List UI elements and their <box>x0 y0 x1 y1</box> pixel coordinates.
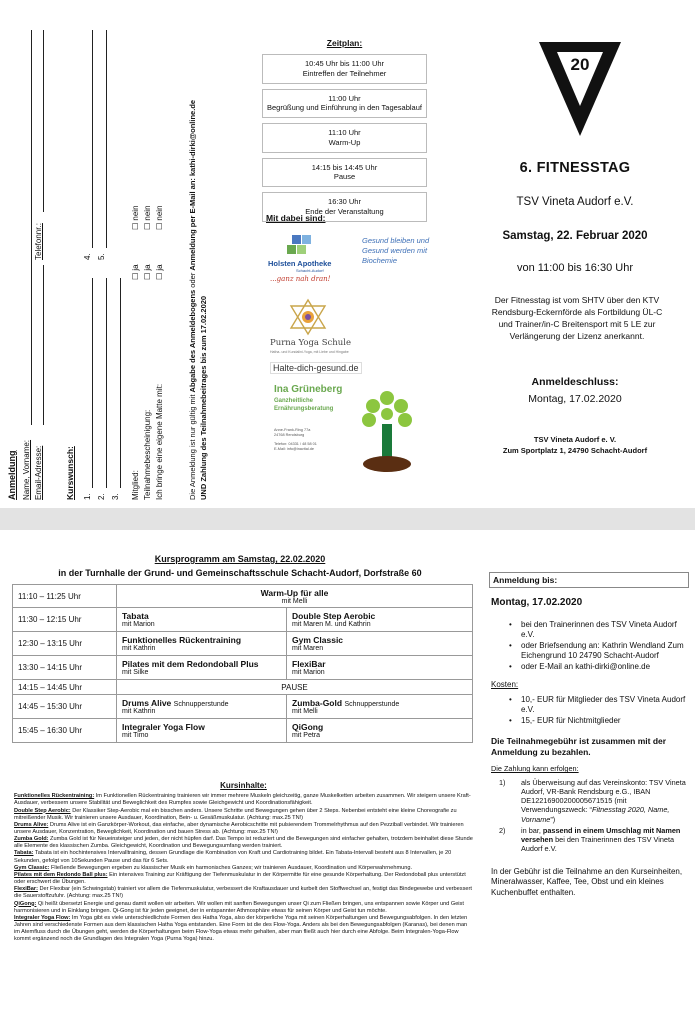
email-line[interactable] <box>43 265 44 425</box>
member-label: Mitglied: <box>131 470 140 500</box>
deadline-date-2: Montag, 17.02.2020 <box>491 597 583 608</box>
list-item: • 10,- EUR für Mitglieder des TSV Vineta Audorf e.V. <box>509 695 689 715</box>
deadline-box: Anmeldung bis: <box>489 572 689 588</box>
slot-time: 14:15 – 14:45 Uhr <box>13 680 117 695</box>
apotheke-sponsor <box>266 233 430 293</box>
list-item: 1) als Überweisung auf das Vereinskonto: TSV Vineta Audorf, VR-Bank Rendsburg e.G., IBAN DE12216900200005671515 (mit Verwendungszweck: “Fitnesstag 2020, Name, Vorname”) <box>499 778 686 824</box>
content-item: Double Step Aerobic: Der Klassiker Step-Aerobic mal ein bisschen anders. Unsere Schritte und Bewegungen gehen über 2 Steps. Nebenbei entsteht eine kleine Choreografie zu mitreißender Musik. Wir trainieren unsere Ausdauer, Koordination, Bein- u. Gesäßmuskulatur. (Achtung: max.25 TN!) <box>14 807 457 821</box>
slot-time: 11:30 – 12:15 Uhr <box>13 608 117 632</box>
table-row <box>13 719 473 743</box>
course-5-line[interactable] <box>106 30 107 248</box>
registration-title: Anmeldung <box>7 450 17 500</box>
certificate-yes-checkbox[interactable]: ☐ ja <box>143 264 152 280</box>
course-4-line[interactable] <box>92 30 93 248</box>
flyer-front-page <box>0 0 695 508</box>
slot-time: 12:30 – 13:15 Uhr <box>13 632 117 656</box>
halte-address: Anne-Frank-Ring 77a 24768 Rendsburg Telefon: 04331 / 48 58 01 E-Mail: info@inavital.de <box>274 428 317 451</box>
course-5: 5. <box>97 253 106 260</box>
course-label: Kurswunsch: <box>65 446 75 500</box>
halte-url: Halte-dich-gesund.de <box>270 362 362 374</box>
registration-form <box>5 10 215 500</box>
course-cell: Zumba-Gold Schnupperstunde mit Melli <box>287 695 473 719</box>
apotheke-logo-icon <box>278 233 318 259</box>
member-yes-checkbox[interactable]: ☐ ja <box>131 264 140 280</box>
table-row <box>13 585 473 608</box>
course-cell: Funktionelles Rückentraining mit Kathrin <box>117 632 287 656</box>
program-title: Kursprogramm am Samstag, 22.02.2020 in der Turnhalle der Grund- und Gemeinschaftsschule Schacht-Audorf, Dorfstraße 60 <box>58 554 422 579</box>
sponsors-title: Mit dabei sind: <box>266 213 326 223</box>
content-item: Drums Alive: Drums Alive ist ein Ganzkörper-Workout, das einfache, aber dynamische Aerobicschritte mit pulsierendem Trommelrhythmus auf den Pezziball verbindet. Wir trainieren unsere Ausdauer, Konzentration, Beweglichkeit, Koordination und bauen Stress ab. (Achtung: max.25 TN!) <box>14 821 464 836</box>
course-cell: Pilates mit dem Redondoball Plus mit Silke <box>117 656 287 680</box>
course-cell: Tabata mit Marion <box>117 608 287 632</box>
schedule-item: 11:10 Uhr Warm-Up <box>262 123 427 153</box>
payment-notice: Die Teilnahmegebühr ist zusammen mit der Anmeldung zu bezahlen. <box>491 736 667 758</box>
course-4: 4. <box>83 253 92 260</box>
registration-options <box>509 620 689 672</box>
contents-title: Kursinhalte: <box>220 781 267 790</box>
mat-yes-checkbox[interactable]: ☐ ja <box>155 264 164 280</box>
mat-label: Ich bringe eine eigene Matte mit: <box>155 383 164 500</box>
slot-time: 13:30 – 14:15 Uhr <box>13 656 117 680</box>
event-title: 6. FITNESSTAG <box>519 160 631 176</box>
content-item: Gym Classic: Fließende Bewegungen ergeben zu klassischer Musik ein harmonisches Ganzes; wir trainieren Ausdauer, Koordination und Körperwahrnehmung. <box>14 864 413 871</box>
payment-options <box>499 778 689 853</box>
apotheke-slogan: ...ganz nah dran! <box>270 275 331 283</box>
yoga-sub: Hatha- und Kundalini-Yoga, mit Liebe und Hingabe <box>270 350 349 354</box>
program-table <box>12 584 473 743</box>
content-item: Integraler Yoga Flow: Im Yoga gibt es viele unterschiedlichste Formen des Hatha Yoga, also der körperliche Yoga mit seinen Körperhaltungen und Bewegungsabfolgen. In den letzten Jahren sind verschiedenste Formen aus dem klassischen Hatha Yoga entstanden. Eine Form ist die des Flow-Yoga. Anders als bei den Bewegungsabfolgen (Karanas), bei denen man im Atemfluss durch die Übungen geht, werden die Körperhaltungen beim Flow-Yoga etwas mehr gehalten, aber man fließt auch hier durch eine Abfolge. Beim Integralen-Yoga-Flow kommt ergänzend noch die Grundlagen des Integralen Yoga (Purna Yoga) hinzu. <box>14 914 468 943</box>
halte-name: Ina Grüneberg <box>274 384 343 395</box>
address-name: TSV Vineta Audorf e. V. <box>533 435 617 444</box>
table-row <box>13 680 473 695</box>
deadline-date: Montag, 17.02.2020 <box>528 393 622 405</box>
event-time: von 11:00 bis 16:30 Uhr <box>517 262 633 274</box>
apotheke-sub: Schacht-Audorf <box>296 268 324 273</box>
schedule-item: 10:45 Uhr bis 11:00 Uhr Eintreffen der Teilnehmer <box>262 54 427 84</box>
costs-list <box>509 695 689 726</box>
certificate-no-checkbox[interactable]: ☐ nein <box>143 205 152 230</box>
table-row <box>13 656 473 680</box>
course-1-line[interactable] <box>92 278 93 488</box>
course-3-line[interactable] <box>120 278 121 488</box>
table-row <box>13 608 473 632</box>
list-item: 2) in bar, passend in einem Umschlag mit Namen versehen bei den Trainerinnen des TSV Vineta Audorf e.V. <box>499 825 681 853</box>
course-cell: Integraler Yoga Flow mit Timo <box>117 719 287 743</box>
list-item: • oder Briefsendung an: Kathrin Wendland Zum Eichengrund 10 24790 Schacht-Audorf <box>509 641 689 661</box>
course-1: 1. <box>83 493 92 500</box>
schedule-item: 14:15 bis 14:45 Uhr Pause <box>262 158 427 188</box>
slot-time: 14:45 – 15:30 Uhr <box>13 695 117 719</box>
halte-sponsor <box>266 362 426 482</box>
mat-no-checkbox[interactable]: ☐ nein <box>155 205 164 230</box>
deadline-label: Anmeldeschluss: <box>531 376 619 388</box>
content-item: Funktionelles Rückentraining: Im Funktionellen Rückentraining trainieren wir immer mehrere Muskeln gleichzeitig, ganze Muskelketten arbeiten zusammen. Wir steigern unsere Kraft-Ausdauer, verbessern unsere Stabilität und Beweglichkeit des Rumpfes sowie Gleichgewicht und Koordinationsfähigkeit. <box>14 793 471 807</box>
slot-time: 11:10 – 11:25 Uhr <box>13 585 117 608</box>
event-date: Samstag, 22. Februar 2020 <box>502 230 648 242</box>
apotheke-claim: Gesund bleiben und Gesund werden mit Biochemie <box>362 236 430 265</box>
yoga-star-icon <box>288 298 328 336</box>
apotheke-name: Holsten Apotheke <box>268 259 332 268</box>
course-cell: Double Step Aerobic mit Maren M. und Kathrin <box>287 608 473 632</box>
list-item: • oder E-Mail an kathi-dirki@online.de <box>509 662 689 672</box>
halte-sub: Ganzheitliche Ernährungsberatung <box>274 398 334 412</box>
content-item: QiGong: Qi heißt übersetzt Energie und genau damit wollen wir arbeiten. Wir wollen mit sanften Bewegungen unser Qi zum Fließen bringen, uns entspannen sowie Körper und Geist harmonisieren und in Einklang bringen. Qi-Gong ist für jeden geeignet, der in entspannter Athmosphäre etwas für seinen Körper und Geist tun möchte. <box>14 900 464 914</box>
yoga-name: Purna Yoga Schule <box>270 338 351 348</box>
club-logo-number: 20 <box>570 55 590 74</box>
course-contents <box>14 781 473 944</box>
phone-label: Telefonnr.: <box>34 223 43 260</box>
address-street: Zum Sportplatz 1, 24790 Schacht-Audorf <box>502 446 648 455</box>
pause-cell: PAUSE <box>117 680 473 695</box>
list-item: • bei den Trainerinnen des TSV Vineta Audorf e.V. <box>509 620 689 640</box>
tree-logo-icon <box>361 390 413 474</box>
course-cell: QiGong mit Petra <box>287 719 473 743</box>
fee-includes: In der Gebühr ist die Teilnahme an den Kurseinheiten, Mineralwasser, Kaffee, Tee, Obst und ein kleines Kuchenbuffet enthalten. <box>491 866 683 897</box>
email-label: Email-Adresse: <box>34 445 43 500</box>
table-row <box>13 695 473 719</box>
name-label: Name, Vorname: <box>22 439 31 500</box>
schedule-item: 11:00 Uhr Begrüßung und Einführung in den Tagesablauf <box>262 89 427 119</box>
course-cell: FlexiBar mit Marion <box>287 656 473 680</box>
certificate-label: Teilnahmebescheinigung: <box>143 409 152 500</box>
course-cell: Gym Classic mit Maren <box>287 632 473 656</box>
registration-info <box>489 572 689 898</box>
content-item: Tabata: Tabata ist ein hochintensives Intervalltraining, dessen Grundlage die Kombination von Kraft und Cardiotraining bildet. Ein Tabata-Intervall besteht aus 8 Intervallen, je 20 Sekunden, gefolgt von 10Sekunden Pause und das für 6 Sets. <box>14 850 452 864</box>
course-3: 3. <box>111 493 120 500</box>
course-cell: Warm-Up für alle mit Melli <box>117 585 473 608</box>
payment-label: Die Zahlung kann erfolgen: <box>491 764 579 774</box>
member-no-checkbox[interactable]: ☐ nein <box>131 205 140 230</box>
schedule-title: Zeitplan: <box>326 38 363 48</box>
event-info: Der Fitnesstag ist vom SHTV über den KTV Rendsburg-Eckernförde als Fortbildung ÜL-C und Trainer/in-C Breitensport mit 5 LE zur Verlängerung der Lizenz anerkannt. <box>491 295 663 342</box>
schedule-item: 16:30 Uhr Ende der Veranstaltung <box>262 192 427 222</box>
club-name: TSV Vineta Audorf e.V. <box>516 196 634 208</box>
course-cell: Drums Alive Schnupperstunde mit Kathrin <box>117 695 287 719</box>
slot-time: 15:45 – 16:30 Uhr <box>13 719 117 743</box>
yoga-sponsor <box>266 298 426 360</box>
schedule <box>262 38 427 227</box>
table-row <box>13 632 473 656</box>
course-2-line[interactable] <box>106 278 107 488</box>
name-line[interactable] <box>31 30 32 425</box>
validity-line-2: UND Zahlung des Teilnahmebeitrages bis zum 17.02.2020 <box>199 295 208 500</box>
content-item: Pilates mit dem Redondo Ball plus: Ein intensives Training zur Kräftigung der Tiefenmuskulatur in der Körpermitte für eine gesunde Körperhaltung. Der Redondoball plus unterstützt oder erschwert die Übungen. <box>14 871 466 886</box>
course-2: 2. <box>97 493 106 500</box>
page-separator <box>0 508 695 530</box>
content-item: FlexiBar: Der Flexibar (ein Schwingstab) trainiert vor allem die Tiefenmuskulatur, verbessert die Kraftausdauer und kurbelt den Stoffwechsel an, festigt das Bindegewebe und verbessert die Sauerstoffzufuhr. (Achtung: max.25 TN!) <box>14 886 472 900</box>
phone-line[interactable] <box>43 30 44 212</box>
list-item: • 15,- EUR für Nichtmitglieder <box>509 716 689 726</box>
validity-line-1: Die Anmeldung ist nur gültig mit Abgabe des Anmeldebogens oder Anmeldung per E-Mail an: kathi-dirki@online.de <box>188 99 197 500</box>
costs-label: Kosten: <box>491 680 519 689</box>
content-item: Zumba Gold: Zumba Gold ist für Neueinsteiger und jeden, der nicht hüpfen darf. Das Tempo ist reduziert und die Bewegungen sind einfacher gehalten, trotzdem beinhaltet diese Stunde alle Elemente des klassischen Zumba. Gleichgewicht, Koordination und Bewegungsumfang werden trainiert. <box>14 836 473 850</box>
club-logo-icon <box>537 40 623 138</box>
